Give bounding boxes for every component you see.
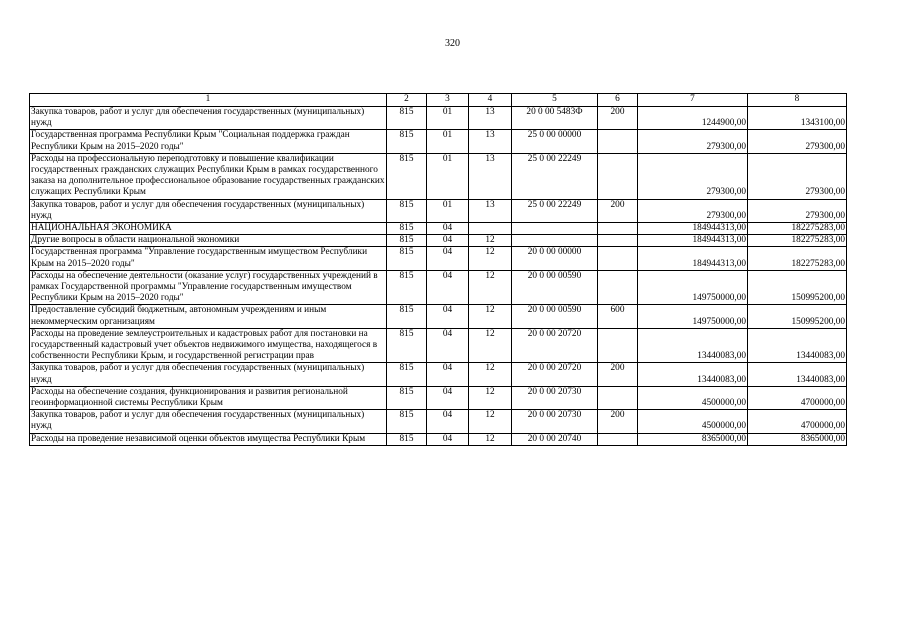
row-vr-cell: 600 (598, 305, 638, 328)
row-sum1-cell: 4500000,00 (638, 410, 748, 433)
header-cell: 3 (427, 94, 469, 107)
row-vr-cell (598, 433, 638, 445)
row-sum2-cell: 279300,00 (748, 199, 847, 222)
row-name-cell: Предоставление субсидий бюджетным, автономным учреждениям и иным некоммерческим организациям (30, 305, 387, 328)
row-sum1-cell: 184944313,00 (638, 247, 748, 270)
row-pr-cell: 12 (469, 410, 512, 433)
row-pr-cell: 12 (469, 363, 512, 386)
row-ved-cell: 815 (387, 235, 427, 247)
header-cell: 4 (469, 94, 512, 107)
row-pr-cell: 13 (469, 153, 512, 199)
page-number: 320 (445, 38, 460, 49)
row-pr-cell: 12 (469, 235, 512, 247)
row-rz-cell: 04 (427, 235, 469, 247)
header-cell: 8 (748, 94, 847, 107)
row-csr-cell: 20 0 00 20730 (512, 410, 598, 433)
row-pr-cell: 12 (469, 270, 512, 305)
row-sum2-cell: 150995200,00 (748, 270, 847, 305)
table-row (30, 433, 847, 445)
row-rz-cell: 04 (427, 433, 469, 445)
table-row (30, 410, 847, 433)
row-sum2-cell: 182275283,00 (748, 247, 847, 270)
row-rz-cell: 04 (427, 363, 469, 386)
row-sum1-cell: 279300,00 (638, 199, 748, 222)
row-name-cell: Закупка товаров, работ и услуг для обеспечения государственных (муниципальных) нужд (30, 410, 387, 433)
row-csr-cell: 20 0 00 5483Ф (512, 107, 598, 130)
row-sum1-cell: 13440083,00 (638, 328, 748, 363)
row-csr-cell (512, 235, 598, 247)
row-ved-cell: 815 (387, 130, 427, 153)
row-sum1-cell: 13440083,00 (638, 363, 748, 386)
row-ved-cell: 815 (387, 363, 427, 386)
row-rz-cell: 01 (427, 130, 469, 153)
row-ved-cell: 815 (387, 107, 427, 130)
row-sum2-cell: 279300,00 (748, 153, 847, 199)
row-name-cell: Государственная программа Республики Крым "Социальная поддержка граждан Республики Крым на 2015–2020 годы" (30, 130, 387, 153)
row-sum1-cell: 4500000,00 (638, 386, 748, 409)
row-pr-cell: 12 (469, 386, 512, 409)
row-sum2-cell: 4700000,00 (748, 410, 847, 433)
row-rz-cell: 04 (427, 305, 469, 328)
row-name-cell: Закупка товаров, работ и услуг для обеспечения государственных (муниципальных) нужд (30, 363, 387, 386)
row-rz-cell: 01 (427, 153, 469, 199)
table-row (30, 130, 847, 153)
row-ved-cell: 815 (387, 433, 427, 445)
row-csr-cell: 20 0 00 20720 (512, 328, 598, 363)
row-name-cell: Другие вопросы в области национальной экономики (30, 235, 387, 247)
row-vr-cell (598, 153, 638, 199)
row-rz-cell: 01 (427, 107, 469, 130)
table-row (30, 235, 847, 247)
row-ved-cell: 815 (387, 386, 427, 409)
row-rz-cell: 04 (427, 270, 469, 305)
row-pr-cell: 13 (469, 199, 512, 222)
header-cell: 7 (638, 94, 748, 107)
row-pr-cell: 12 (469, 247, 512, 270)
row-vr-cell: 200 (598, 199, 638, 222)
row-vr-cell (598, 386, 638, 409)
row-name-cell: Расходы на обеспечение деятельности (оказание услуг) государственных учреждений в рамках Государственной программы "Управление государственным имуществом Республики Крым на 2015–2020 годы" (30, 270, 387, 305)
table-header-row (30, 94, 847, 107)
row-sum2-cell: 182275283,00 (748, 223, 847, 235)
row-sum1-cell: 1244900,00 (638, 107, 748, 130)
row-sum1-cell: 279300,00 (638, 153, 748, 199)
row-rz-cell: 01 (427, 199, 469, 222)
row-ved-cell: 815 (387, 199, 427, 222)
table-row (30, 328, 847, 363)
row-vr-cell (598, 328, 638, 363)
row-vr-cell (598, 235, 638, 247)
row-csr-cell (512, 223, 598, 235)
row-name-cell: НАЦИОНАЛЬНАЯ ЭКОНОМИКА (30, 223, 387, 235)
row-pr-cell: 12 (469, 433, 512, 445)
row-vr-cell: 200 (598, 363, 638, 386)
row-name-cell: Расходы на проведение независимой оценки объектов имущества Республики Крым (30, 433, 387, 445)
row-vr-cell: 200 (598, 107, 638, 130)
row-rz-cell: 04 (427, 247, 469, 270)
row-ved-cell: 815 (387, 247, 427, 270)
row-csr-cell: 25 0 00 22249 (512, 153, 598, 199)
row-sum2-cell: 150995200,00 (748, 305, 847, 328)
table-row (30, 247, 847, 270)
row-ved-cell: 815 (387, 153, 427, 199)
row-pr-cell: 13 (469, 130, 512, 153)
row-sum1-cell: 149750000,00 (638, 270, 748, 305)
row-name-cell: Закупка товаров, работ и услуг для обеспечения государственных (муниципальных) нужд (30, 199, 387, 222)
row-name-cell: Расходы на проведение землеустроительных и кадастровых работ для постановки на государственный кадастровый учет объектов недвижимого имущества, находящегося в собственности Республики Крым, и государственной регистрации прав (30, 328, 387, 363)
row-sum2-cell: 13440083,00 (748, 328, 847, 363)
row-csr-cell: 25 0 00 00000 (512, 130, 598, 153)
row-sum1-cell: 8365000,00 (638, 433, 748, 445)
row-ved-cell: 815 (387, 270, 427, 305)
row-sum1-cell: 184944313,00 (638, 235, 748, 247)
row-pr-cell (469, 223, 512, 235)
table-row (30, 363, 847, 386)
row-sum2-cell: 4700000,00 (748, 386, 847, 409)
row-vr-cell: 200 (598, 410, 638, 433)
row-csr-cell: 20 0 00 20740 (512, 433, 598, 445)
row-pr-cell: 13 (469, 107, 512, 130)
row-vr-cell (598, 223, 638, 235)
row-pr-cell: 12 (469, 328, 512, 363)
row-rz-cell: 04 (427, 410, 469, 433)
row-ved-cell: 815 (387, 410, 427, 433)
row-ved-cell: 815 (387, 328, 427, 363)
row-sum2-cell: 182275283,00 (748, 235, 847, 247)
row-pr-cell: 12 (469, 305, 512, 328)
row-csr-cell: 20 0 00 00590 (512, 270, 598, 305)
table-row (30, 270, 847, 305)
row-ved-cell: 815 (387, 223, 427, 235)
table-row (30, 199, 847, 222)
header-cell: 2 (387, 94, 427, 107)
table-row (30, 107, 847, 130)
row-rz-cell: 04 (427, 328, 469, 363)
row-rz-cell: 04 (427, 386, 469, 409)
row-ved-cell: 815 (387, 305, 427, 328)
row-vr-cell (598, 270, 638, 305)
row-sum2-cell: 13440083,00 (748, 363, 847, 386)
row-sum1-cell: 149750000,00 (638, 305, 748, 328)
table-row (30, 305, 847, 328)
row-csr-cell: 20 0 00 00000 (512, 247, 598, 270)
row-vr-cell (598, 247, 638, 270)
header-cell: 6 (598, 94, 638, 107)
row-sum2-cell: 8365000,00 (748, 433, 847, 445)
row-sum1-cell: 184944313,00 (638, 223, 748, 235)
row-name-cell: Закупка товаров, работ и услуг для обеспечения государственных (муниципальных) нужд (30, 107, 387, 130)
row-name-cell: Расходы на обеспечение создания, функционирования и развития региональной геоинформационной системы Республики Крым (30, 386, 387, 409)
row-name-cell: Государственная программа "Управление государственным имуществом Республики Крым на 2015–2020 годы" (30, 247, 387, 270)
row-csr-cell: 20 0 00 20730 (512, 386, 598, 409)
row-sum1-cell: 279300,00 (638, 130, 748, 153)
header-cell: 1 (30, 94, 387, 107)
row-csr-cell: 20 0 00 20720 (512, 363, 598, 386)
row-name-cell: Расходы на профессиональную переподготовку и повышение квалификации государственных гражданских служащих Республики Крым в рамках государственного заказа на дополнительное профессиональное образование государственных гражданских служащих Республики Крым (31, 153, 385, 198)
row-rz-cell: 04 (427, 223, 469, 235)
budget-table (29, 93, 847, 446)
row-vr-cell (598, 130, 638, 153)
row-csr-cell: 20 0 00 00590 (512, 305, 598, 328)
header-cell: 5 (512, 94, 598, 107)
table-row (30, 386, 847, 409)
row-sum2-cell: 279300,00 (748, 130, 847, 153)
table-row (30, 223, 847, 235)
row-csr-cell: 25 0 00 22249 (512, 199, 598, 222)
table-row (30, 153, 847, 199)
row-sum2-cell: 1343100,00 (748, 107, 847, 130)
